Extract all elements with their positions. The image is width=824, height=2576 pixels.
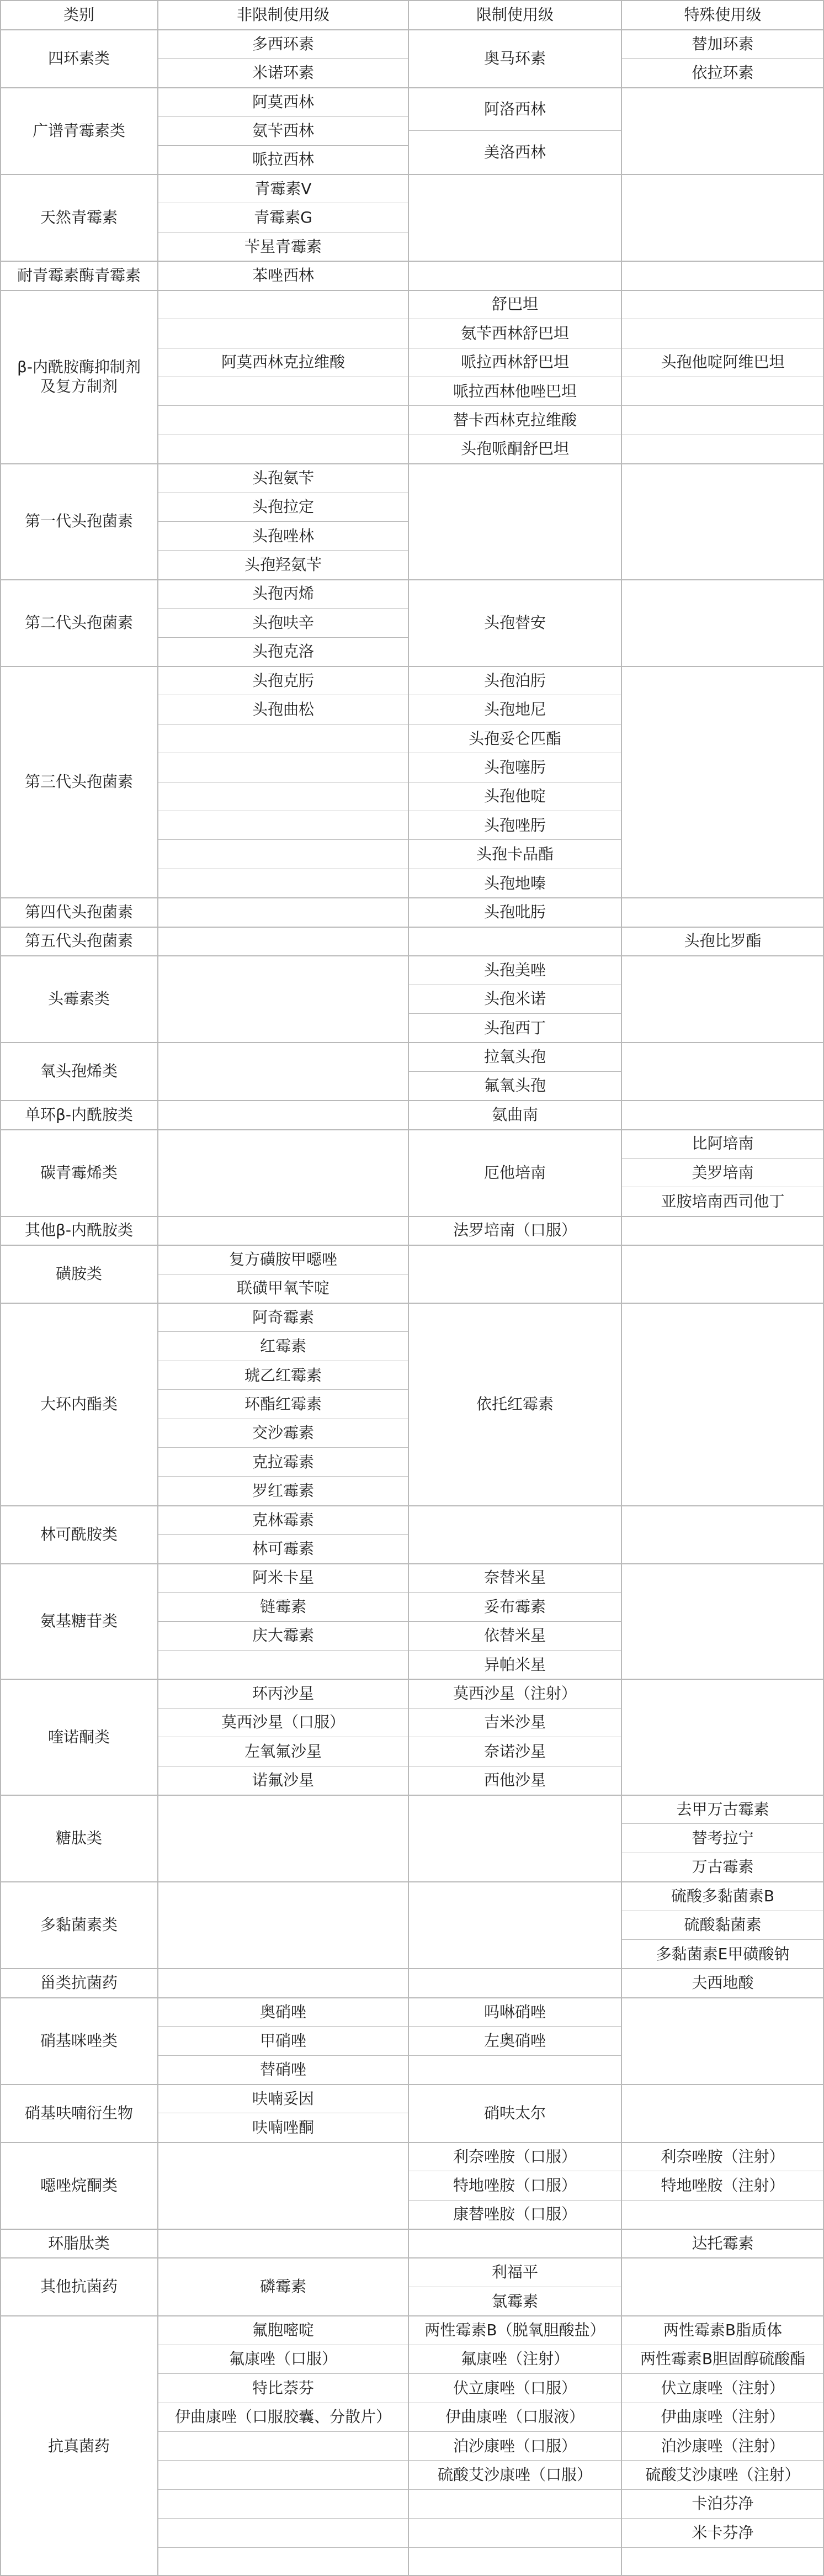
restricted-drug-cell: 美洛西林: [483, 143, 546, 162]
unrestricted-drug-cell: 头孢呋辛: [252, 613, 314, 632]
category-cell: 广谱青霉素类: [32, 121, 125, 140]
unrestricted-drug-cell: 呋喃妥因: [252, 2089, 314, 2108]
restricted-drug-cell: 两性霉素B（脱氧胆酸盐）: [424, 2321, 605, 2340]
special-drug-cell: 硫酸多黏菌素B: [671, 1886, 775, 1905]
item-divider: [621, 2547, 824, 2548]
unrestricted-drug-cell: 头孢羟氨苄: [244, 556, 322, 574]
restricted-drug-cell: 莫西沙星（注射）: [453, 1684, 577, 1703]
category-cell: 多黏菌素类: [40, 1916, 118, 1934]
unrestricted-drug-cell: 琥乙红霉素: [244, 1366, 322, 1384]
restricted-drug-cell: 异帕米星: [483, 1655, 546, 1674]
restricted-drug-cell: 氨苄西林舒巴坦: [460, 324, 569, 342]
unrestricted-drug-cell: 莫西沙星（口服）: [221, 1713, 345, 1732]
restricted-drug-cell: 头孢他啶: [483, 787, 546, 806]
item-divider: [408, 2055, 621, 2056]
special-drug-cell: 米卡芬净: [692, 2523, 754, 2542]
category-cell: 磺胺类: [55, 1265, 102, 1283]
unrestricted-drug-cell: 替硝唑: [259, 2060, 306, 2079]
unrestricted-drug-cell: 氨苄西林: [252, 121, 314, 140]
restricted-drug-cell: 头孢唑肟: [483, 816, 546, 834]
column-divider: [408, 0, 409, 2576]
category-cell: 氧头孢烯类: [40, 1062, 118, 1081]
unrestricted-drug-cell: 红霉素: [259, 1337, 306, 1356]
special-drug-cell: 夫西地酸: [692, 1974, 754, 1992]
special-drug-cell: 亚胺培南西司他丁: [661, 1192, 785, 1211]
unrestricted-drug-cell: 磷霉素: [259, 2277, 306, 2296]
column-divider: [157, 0, 158, 2576]
restricted-drug-cell: 氨曲南: [491, 1105, 538, 1124]
restricted-drug-cell: 哌拉西林他唑巴坦: [453, 382, 577, 400]
special-drug-cell: 去甲万古霉素: [676, 1800, 769, 1818]
restricted-drug-cell: 依替米星: [483, 1626, 546, 1645]
category-cell: 大环内酯类: [40, 1394, 118, 1413]
restricted-drug-cell: 头孢米诺: [483, 990, 546, 1008]
unrestricted-drug-cell: 阿米卡星: [252, 1568, 314, 1587]
unrestricted-drug-cell: 哌拉西林: [252, 150, 314, 169]
unrestricted-drug-cell: 复方磺胺甲噁唑: [228, 1250, 337, 1268]
unrestricted-drug-cell: 诺氟沙星: [252, 1771, 314, 1790]
restricted-drug-cell: 头孢地嗪: [483, 874, 546, 892]
restricted-drug-cell: 康替唑胺（口服）: [453, 2205, 577, 2224]
special-drug-cell: 依拉环素: [692, 64, 754, 82]
unrestricted-drug-cell: 克拉霉素: [252, 1452, 314, 1471]
unrestricted-drug-cell: 青霉素V: [254, 179, 312, 198]
special-drug-cell: 比阿培南: [692, 1134, 754, 1153]
restricted-drug-cell: 头孢吡肟: [483, 902, 546, 921]
unrestricted-drug-cell: 青霉素G: [254, 208, 312, 227]
unrestricted-drug-cell: 头孢克洛: [252, 642, 314, 661]
unrestricted-drug-cell: 环酯红霉素: [244, 1394, 322, 1413]
table-top-border: [0, 0, 824, 1]
header-special: 特殊使用级: [684, 6, 762, 24]
item-divider: [158, 839, 408, 840]
column-divider: [0, 0, 1, 2576]
category-cell: 第二代头孢菌素: [24, 613, 133, 632]
category-cell: β-内酰胺酶抑制剂 及复方制剂: [17, 357, 141, 395]
special-drug-cell: 达托霉素: [692, 2234, 754, 2252]
header-divider: [0, 29, 824, 30]
unrestricted-drug-cell: 头孢拉定: [252, 498, 314, 516]
restricted-drug-cell: 舒巴坦: [491, 295, 538, 314]
restricted-drug-cell: 吗啉硝唑: [483, 2002, 546, 2021]
restricted-drug-cell: 伏立康唑（口服）: [453, 2378, 577, 2397]
item-divider: [408, 2518, 621, 2519]
item-divider: [158, 2431, 408, 2432]
restricted-drug-cell: 头孢替安: [483, 613, 546, 632]
restricted-drug-cell: 硝呋太尔: [483, 2103, 546, 2122]
category-cell: 第五代头孢菌素: [24, 932, 133, 950]
category-cell: 第一代头孢菌素: [24, 512, 133, 531]
category-cell: 硝基呋喃衍生物: [24, 2103, 133, 2122]
special-drug-cell: 特地唑胺（注射）: [661, 2176, 785, 2194]
restricted-drug-cell: 利奈唑胺（口服）: [453, 2147, 577, 2166]
restricted-drug-cell: 厄他培南: [483, 1163, 546, 1182]
special-drug-cell: 替加环素: [692, 34, 754, 53]
unrestricted-drug-cell: 甲硝唑: [259, 2031, 306, 2050]
item-divider: [158, 2518, 408, 2519]
category-cell: 喹诺酮类: [47, 1727, 110, 1746]
restricted-drug-cell: 替卡西林克拉维酸: [453, 411, 577, 430]
special-drug-cell: 伏立康唑（注射）: [661, 2378, 785, 2397]
item-divider: [158, 2489, 408, 2490]
category-cell: 其他β-内酰胺类: [25, 1221, 133, 1240]
restricted-drug-cell: 头孢美唑: [483, 960, 546, 979]
category-cell: 第三代头孢菌素: [24, 773, 133, 791]
item-divider: [621, 405, 824, 406]
restricted-drug-cell: 哌拉西林舒巴坦: [460, 353, 569, 372]
special-drug-cell: 多黏菌素E甲磺酸钠: [656, 1944, 790, 1963]
unrestricted-drug-cell: 头孢克肟: [252, 671, 314, 690]
special-drug-cell: 美罗培南: [692, 1163, 754, 1182]
restricted-drug-cell: 左奥硝唑: [483, 2031, 546, 2050]
restricted-drug-cell: 奈替米星: [483, 1568, 546, 1587]
unrestricted-drug-cell: 左氧氟沙星: [244, 1742, 322, 1760]
unrestricted-drug-cell: 奥硝唑: [259, 2002, 306, 2021]
column-divider: [621, 0, 622, 2576]
category-cell: 甾类抗菌药: [40, 1974, 118, 1992]
category-cell: 糖肽类: [55, 1829, 102, 1848]
restricted-drug-cell: 伊曲康唑（口服液）: [445, 2408, 584, 2426]
restricted-drug-cell: 氟氧头孢: [483, 1076, 546, 1095]
special-drug-cell: 利奈唑胺（注射）: [661, 2147, 785, 2166]
special-drug-cell: 硫酸黏菌素: [684, 1916, 762, 1934]
restricted-drug-cell: 妥布霉素: [483, 1597, 546, 1616]
unrestricted-drug-cell: 头孢丙烯: [252, 584, 314, 603]
category-cell: 耐青霉素酶青霉素: [17, 266, 141, 284]
restricted-drug-cell: 头孢哌酮舒巴坦: [460, 440, 569, 458]
restricted-drug-cell: 阿洛西林: [483, 99, 546, 118]
unrestricted-drug-cell: 头孢唑林: [252, 526, 314, 545]
restricted-drug-cell: 头孢卡品酯: [476, 845, 554, 864]
special-drug-cell: 头孢比罗酯: [684, 932, 762, 950]
restricted-drug-cell: 特地唑胺（口服）: [453, 2176, 577, 2194]
restricted-drug-cell: 头孢泊肟: [483, 671, 546, 690]
restricted-drug-cell: 依托红霉素: [476, 1394, 554, 1413]
restricted-drug-cell: 氯霉素: [491, 2292, 538, 2310]
item-divider: [408, 2547, 621, 2548]
special-drug-cell: 伊曲康唑（注射）: [661, 2408, 785, 2426]
restricted-drug-cell: 奥马环素: [483, 49, 546, 67]
unrestricted-drug-cell: 克林霉素: [252, 1510, 314, 1529]
category-cell: 头霉素类: [47, 990, 110, 1008]
header-category: 类别: [63, 6, 94, 24]
unrestricted-drug-cell: 米诺环素: [252, 64, 314, 82]
category-cell: 碳青霉烯类: [40, 1163, 118, 1182]
special-drug-cell: 卡泊芬净: [692, 2494, 754, 2513]
unrestricted-drug-cell: 头孢氨苄: [252, 468, 314, 487]
restricted-drug-cell: 利福平: [491, 2263, 538, 2282]
unrestricted-drug-cell: 阿莫西林克拉维酸: [221, 353, 345, 372]
unrestricted-drug-cell: 多西环素: [252, 34, 314, 53]
unrestricted-drug-cell: 联磺甲氧苄啶: [236, 1279, 329, 1298]
special-drug-cell: 泊沙康唑（注射）: [661, 2436, 785, 2455]
special-drug-cell: 两性霉素B胆固醇硫酸酯: [640, 2350, 806, 2368]
special-drug-cell: 头孢他啶阿维巴坦: [661, 353, 785, 372]
unrestricted-drug-cell: 阿莫西林: [252, 92, 314, 111]
item-divider: [621, 2200, 824, 2201]
unrestricted-drug-cell: 林可霉素: [252, 1539, 314, 1558]
unrestricted-drug-cell: 环丙沙星: [252, 1684, 314, 1703]
special-drug-cell: 替考拉宁: [692, 1829, 754, 1848]
restricted-drug-cell: 奈诺沙星: [483, 1742, 546, 1760]
unrestricted-drug-cell: 氟康唑（口服）: [228, 2350, 337, 2368]
restricted-drug-cell: 泊沙康唑（口服）: [453, 2436, 577, 2455]
unrestricted-drug-cell: 头孢曲松: [252, 700, 314, 719]
category-cell: 第四代头孢菌素: [24, 902, 133, 921]
special-drug-cell: 两性霉素B脂质体: [663, 2321, 783, 2340]
item-divider: [158, 2460, 408, 2461]
restricted-drug-cell: 硫酸艾沙康唑（口服）: [437, 2466, 592, 2484]
unrestricted-drug-cell: 链霉素: [259, 1597, 306, 1616]
restricted-drug-cell: 吉米沙星: [483, 1713, 546, 1732]
category-cell: 氨基糖苷类: [40, 1611, 118, 1630]
restricted-drug-cell: 西他沙星: [483, 1771, 546, 1790]
item-divider: [158, 405, 408, 406]
category-cell: 硝基咪唑类: [40, 2031, 118, 2050]
category-cell: 天然青霉素: [40, 208, 118, 227]
unrestricted-drug-cell: 苯唑西林: [252, 266, 314, 284]
item-divider: [158, 1650, 408, 1651]
restricted-drug-cell: 法罗培南（口服）: [453, 1221, 577, 1240]
unrestricted-drug-cell: 交沙霉素: [252, 1424, 314, 1442]
item-divider: [158, 2547, 408, 2548]
category-cell: 四环素类: [47, 49, 110, 67]
unrestricted-drug-cell: 氟胞嘧啶: [252, 2321, 314, 2340]
restricted-drug-cell: 拉氧头孢: [483, 1048, 546, 1066]
restricted-drug-cell: 氟康唑（注射）: [460, 2350, 569, 2368]
category-cell: 单环β-内酰胺类: [25, 1105, 133, 1124]
unrestricted-drug-cell: 伊曲康唑（口服胶囊、分散片）: [174, 2408, 391, 2426]
category-cell: 抗真菌药: [47, 2436, 110, 2455]
item-divider: [408, 2489, 621, 2490]
special-drug-cell: 万古霉素: [692, 1858, 754, 1876]
unrestricted-drug-cell: 罗红霉素: [252, 1482, 314, 1500]
restricted-drug-cell: 头孢噻肟: [483, 758, 546, 776]
category-cell: 环脂肽类: [47, 2234, 110, 2252]
unrestricted-drug-cell: 苄星青霉素: [244, 237, 322, 256]
restricted-drug-cell: 头孢地尼: [483, 700, 546, 719]
unrestricted-drug-cell: 呋喃唑酮: [252, 2118, 314, 2137]
header-restricted: 限制使用级: [476, 6, 554, 24]
unrestricted-drug-cell: 庆大霉素: [252, 1626, 314, 1645]
unrestricted-drug-cell: 特比萘芬: [252, 2378, 314, 2397]
category-cell: 林可酰胺类: [40, 1525, 118, 1543]
special-drug-cell: 硫酸艾沙康唑（注射）: [645, 2466, 800, 2484]
unrestricted-drug-cell: 阿奇霉素: [252, 1308, 314, 1326]
restricted-drug-cell: 头孢西丁: [483, 1018, 546, 1037]
restricted-drug-cell: 头孢妥仑匹酯: [468, 729, 561, 748]
category-cell: 噁唑烷酮类: [40, 2176, 118, 2194]
header-unrestricted: 非限制使用级: [236, 6, 329, 24]
category-cell: 其他抗菌药: [40, 2277, 118, 2296]
